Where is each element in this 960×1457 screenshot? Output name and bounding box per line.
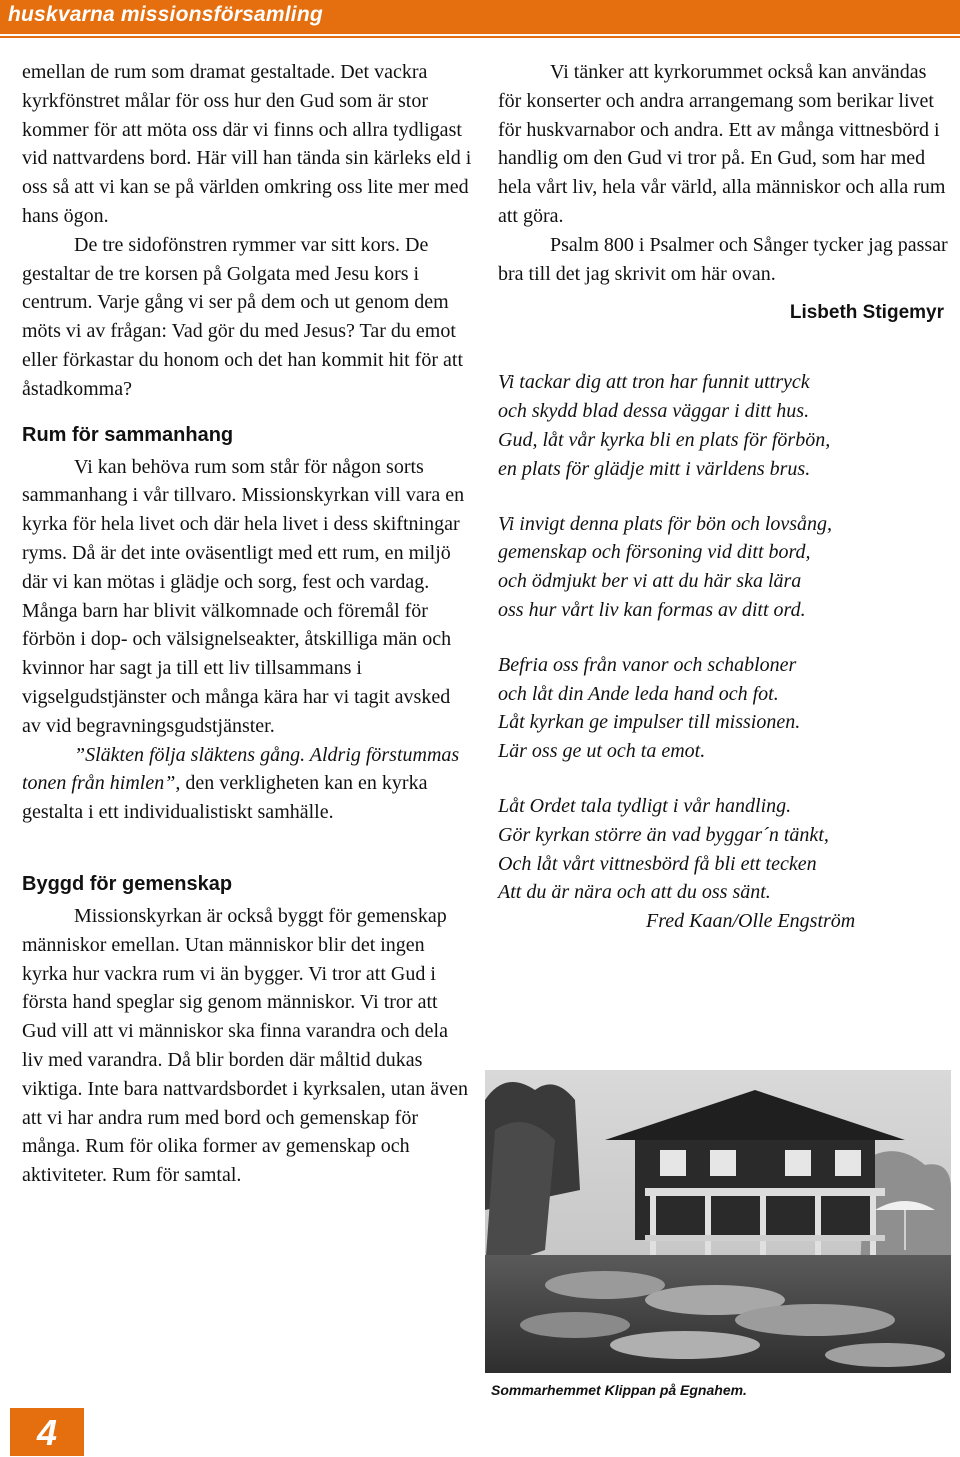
page-number: 4 xyxy=(36,1412,58,1453)
page-number-box xyxy=(10,1408,84,1456)
page-header xyxy=(0,0,960,34)
right-paragraph-1: Vi tänker att kyrkorummet också kan användas för konserter och andra arrangemang som berikar livet för huskvarnabor och andra. Ett av många vittnesbörd i handlig om den Gud vi tror på. En Gud, som har med hela vårt liv, hela vår värld, alla människor och alla rum att göra. xyxy=(498,61,946,227)
section-heading-gemenskap: Byggd för gemenskap xyxy=(22,872,233,895)
poem-line: oss hur vårt liv kan formas av ditt ord. xyxy=(498,598,806,621)
poem-line: och skydd blad dessa väggar i ditt hus. xyxy=(498,400,810,423)
poem-line: Och låt vårt vittnesbörd få bli ett tecken xyxy=(498,852,817,875)
right-column xyxy=(498,58,948,936)
left-paragraph-4 xyxy=(22,741,472,827)
poem-line: Vi invigt denna plats för bön och lovsång, xyxy=(498,512,833,535)
left-paragraph-3: Vi kan behöva rum som står för någon sorts sammanhang i vår tillvaro. Missionskyrkan vill vara en kyrka för hela livet och där hela livet i dess skiftningar ryms. Då är det inte oväsentligt med ett rum, en miljö där vi kan mötas i glädje och sorg, fest och vardag. Många barn har blivit välkomnade och föremål för förbön i dop- och välsignelseakter, åtskilliga män och kvinnor har sagt ja till ett liv tillsammans i vigselgudstjänster och många kära har vi tagit avsked av vid begravningsgudstjänster. xyxy=(22,455,465,737)
section-heading-sammanhang: Rum för sammanhang xyxy=(22,423,234,446)
poem-line: Att du är nära och att du oss sänt. xyxy=(498,881,771,904)
house-photo-illustration xyxy=(485,1070,951,1373)
poem-line: en plats för glädje mitt i världens brus. xyxy=(498,457,811,480)
left-column xyxy=(22,58,472,1190)
poem-line: Låt kyrkan ge impulser till missionen. xyxy=(498,711,801,734)
right-paragraph-2: Psalm 800 i Psalmer och Sånger tycker jag passar bra till det jag skrivit om här ovan. xyxy=(498,233,948,285)
header-rule xyxy=(0,36,960,38)
poem-signature: Fred Kaan/Olle Engström xyxy=(646,910,856,933)
poem-line: Låt Ordet tala tydligt i vår handling. xyxy=(498,794,792,817)
poem-line: Gud, låt vår kyrka bli en plats för förbön, xyxy=(498,428,831,451)
poem-line: och låt din Ande leda hand och fot. xyxy=(498,682,779,705)
hymn-quote: ”Släkten följa släktens gång. Aldrig förstummas tonen från himlen”, xyxy=(22,743,460,795)
left-paragraph-4-rest: den verkligheten kan en kyrka gestalta i ett individualistiskt samhälle. xyxy=(22,772,428,824)
poem-line: Befria oss från vanor och schabloner xyxy=(498,653,797,676)
poem-stanza xyxy=(498,651,948,766)
poem-stanza xyxy=(498,368,948,483)
poem-stanza xyxy=(498,792,948,936)
poem-line: Gör kyrkan större än vad byggar´n tänkt, xyxy=(498,823,829,846)
poem-stanza xyxy=(498,510,948,625)
house-photo xyxy=(485,1070,951,1373)
poem-line: gemenskap och försoning vid ditt bord, xyxy=(498,541,811,564)
left-paragraph-1: emellan de rum som dramat gestaltade. Det vackra kyrkfönstret målar för oss hur den Gud som är stor kommer för att möta oss där vi finns och allra tydligast vid nattvardens bord. Här vill han tända sin kärleks eld i oss så att vi kan se på världen omkring oss lite mer med hans ögon. xyxy=(22,61,472,227)
left-paragraph-2: De tre sidofönstren rymmer var sitt kors. De gestaltar de tre korsen på Golgata med Jesu kors i centrum. Varje gång vi ser på dem och ut genom dem möts vi av frågan: Vad gör du med Jesus? Tar du emot eller förkastar du honom och det han kommit hit för att åstadkomma? xyxy=(22,233,463,400)
poem-line: Lär oss ge ut och ta emot. xyxy=(498,740,706,763)
left-paragraph-5: Missionskyrkan är också byggt för gemenskap människor emellan. Utan människor blir det ingen kyrka hur vackra rum vi än bygger. Vi tror att Gud i första hand speglar sig genom människor. Vi tror att Gud vill att vi människor ska finna varandra och dela liv med varandra. Då blir borden där måltid dukas viktiga. Inte bara nattvardsbordet i kyrksalen, utan även att vi har andra rum med bord och gemenskap för många. Rum för olika former av gemenskap och aktiviteter. Rum för samtal. xyxy=(22,904,468,1187)
poem-line: och ödmjukt ber vi att du här ska lära xyxy=(498,570,802,593)
header-title: huskvarna missionsförsamling xyxy=(8,3,323,26)
photo-caption: Sommarhemmet Klippan på Egnahem. xyxy=(491,1382,747,1398)
poem xyxy=(498,368,948,936)
poem-line: Vi tackar dig att tron har funnit uttryck xyxy=(498,371,810,394)
author-name: Lisbeth Stigemyr xyxy=(789,302,944,324)
